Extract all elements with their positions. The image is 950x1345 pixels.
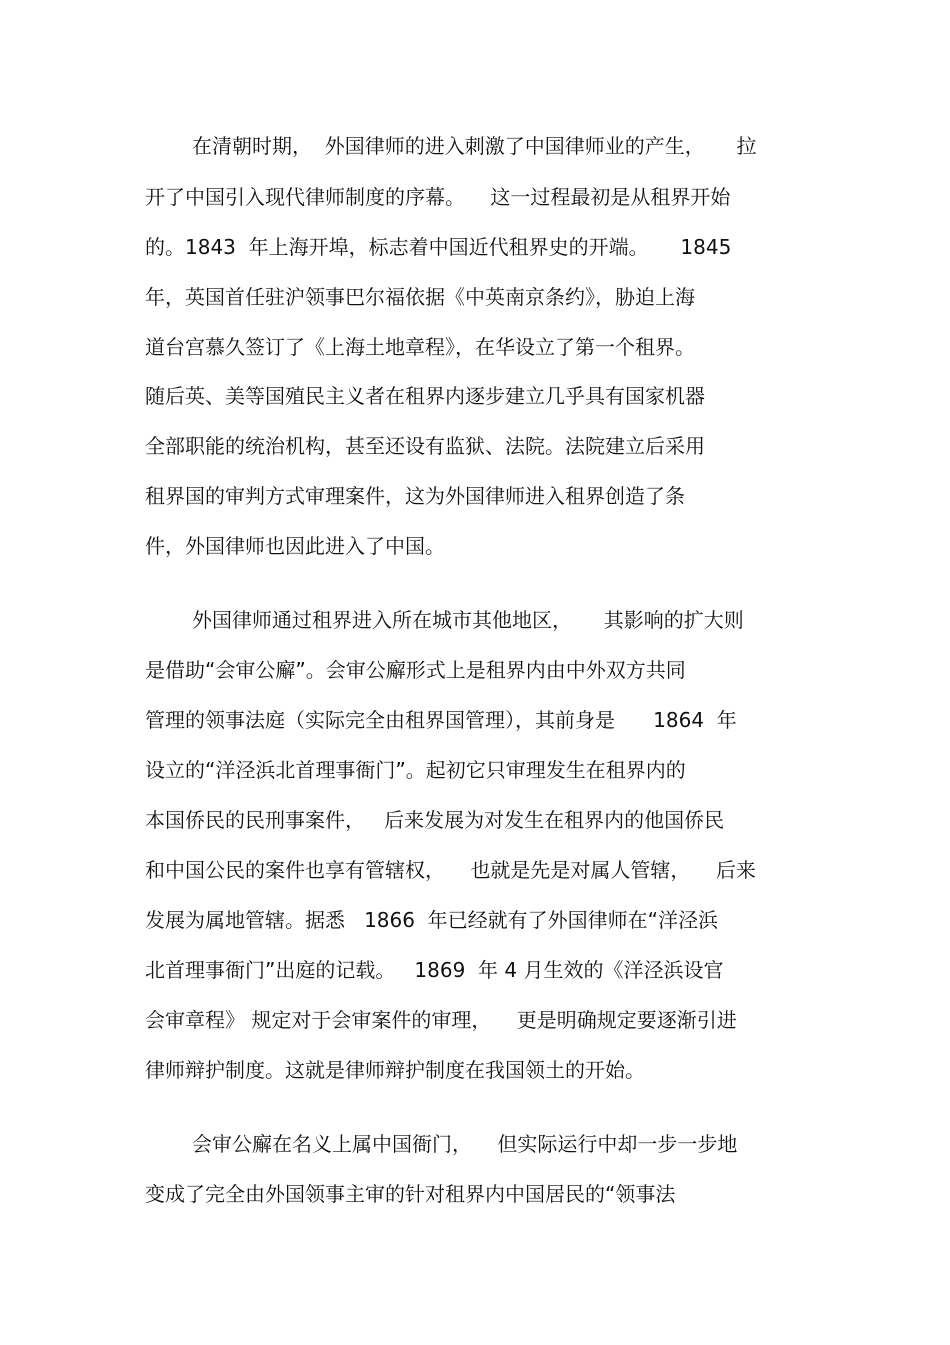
paragraph-1-line-1: 在清朝时期， 外国律师的进入刺激了中国律师业的产生， 拉: [192, 134, 757, 158]
paragraph-3-line-1: 会审公廨在名义上属中国衙门， 但实际运行中却一步一步地: [192, 1132, 738, 1156]
paragraph-1-line-3: 的。1843 年上海开埠，标志着中国近代租界史的开端。 1845: [145, 235, 732, 259]
paragraph-2-line-3: 管理的领事法庭（实际完全由租界国管理），其前身是 1864 年: [145, 708, 737, 732]
paragraph-2-line-8: 北首理事衙门”出庭的记载。 1869 年 4 月生效的《洋泾浜设官: [145, 958, 724, 982]
paragraph-1-line-4: 年，英国首任驻沪领事巴尔福依据《中英南京条约》，胁迫上海: [145, 285, 695, 309]
paragraph-1-line-5: 道台宫慕久签订了《上海土地章程》，在华设立了第一个租界。: [145, 335, 695, 359]
paragraph-2-line-9: 会审章程》 规定对于会审案件的审理， 更是明确规定要逐渐引进: [145, 1008, 737, 1032]
paragraph-1-line-8: 租界国的审判方式审理案件，这为外国律师进入租界创造了条: [145, 484, 685, 508]
paragraph-2-line-5: 本国侨民的民刑事案件， 后来发展为对发生在租界内的他国侨民: [145, 808, 725, 832]
paragraph-1-line-2: 开了中国引入现代律师制度的序幕。 这一过程最初是从租界开始: [145, 185, 731, 209]
paragraph-3-line-2: 变成了完全由外国领事主审的针对租界内中国居民的“领事法: [145, 1182, 676, 1206]
paragraph-1-line-9: 件，外国律师也因此进入了中国。: [145, 534, 445, 558]
paragraph-2-line-7: 发展为属地管辖。据悉 1866 年已经就有了外国律师在“洋泾浜: [145, 908, 719, 932]
paragraph-1-line-6: 随后英、美等国殖民主义者在租界内逐步建立几乎具有国家机器: [145, 384, 705, 408]
paragraph-2-line-10: 律师辩护制度。这就是律师辩护制度在我国领土的开始。: [145, 1058, 645, 1082]
paragraph-2-line-4: 设立的“洋泾浜北首理事衙门”。起初它只审理发生在租界内的: [145, 758, 686, 782]
paragraph-2-line-1: 外国律师通过租界进入所在城市其他地区， 其影响的扩大则: [192, 608, 744, 632]
paragraph-2-line-6: 和中国公民的案件也享有管辖权， 也就是先是对属人管辖， 后来: [145, 858, 756, 882]
paragraph-2-line-2: 是借助“会审公廨”。会审公廨形式上是租界内由中外双方共同: [145, 658, 686, 682]
paragraph-1-line-7: 全部职能的统治机构，甚至还设有监狱、法院。法院建立后采用: [145, 434, 705, 458]
